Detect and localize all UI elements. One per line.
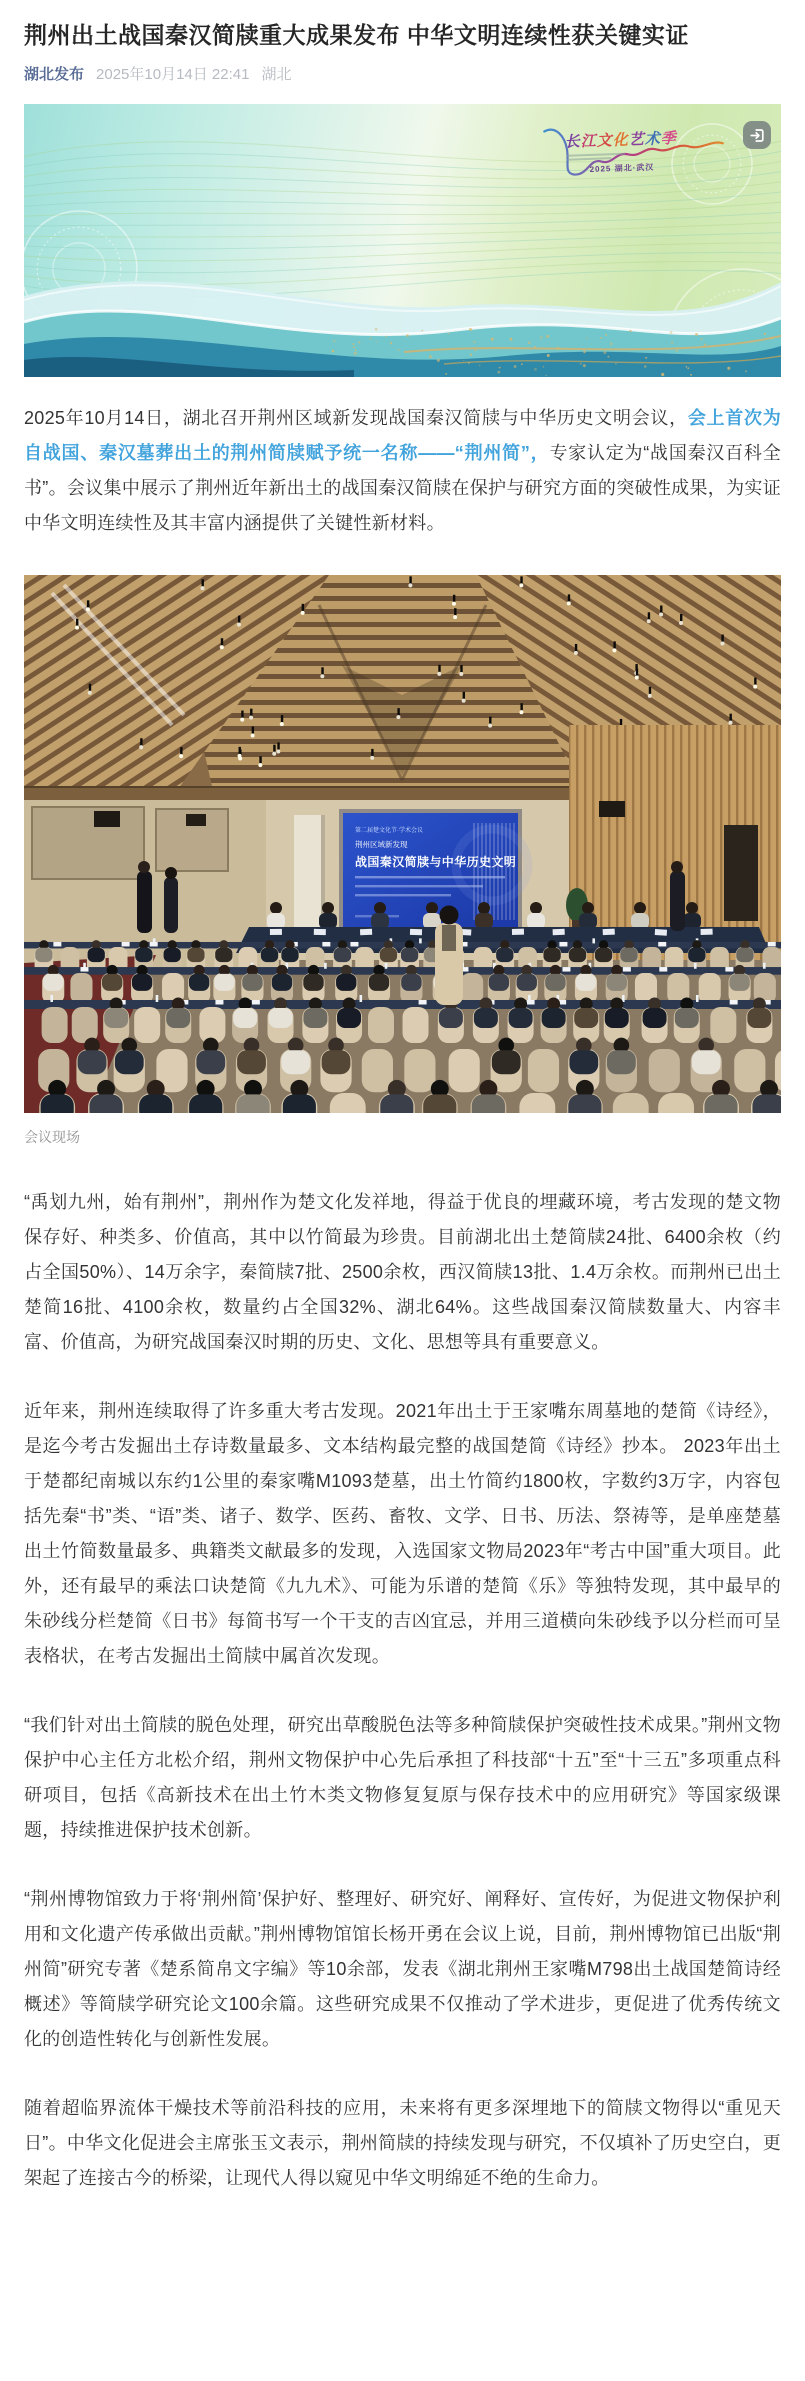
conference-photo: [24, 575, 781, 1113]
publish-date: 2025年10月14日 22:41: [96, 66, 250, 83]
source-link[interactable]: 湖北发布: [24, 66, 85, 83]
paragraph-text: 专家认定为“战国秦汉百科全书”。会议集中展示了荆州近年新出土的战国秦汉简牍在保护与研究方面的突破性成果，为实证中华文明连续性及其丰富内涵提供了关键性新材料。: [24, 443, 781, 533]
page-title: 荆州出土战国秦汉简牍重大成果发布 中华文明连续性获关键实证: [24, 22, 689, 48]
article-body: [24, 401, 781, 2196]
paragraph-text: 近年来，荆州连续取得了许多重大考古发现。2021年出土于王家嘴东周墓地的楚简《诗经》，是迄今考古发掘出土存诗数量最多、文本结构最完整的战国楚简《诗经》抄本。 2023年出土于楚都纪南城以东约1公里的秦家嘴M1093楚墓，出土竹简约1800枚，字数约3万字，内容包括先秦“书”类、“语”类、诸子、数学、医药、畜牧、文学、日书、历法、祭祷等，是单座楚墓出土竹简数量最多、典籍类文献最多的发现，入选国家文物局2023年“考古中国”重大项目。此外，还有最早的乘法口诀楚简《九九术》、可能为乐谱的楚简《乐》等独特发现，其中最早的朱砂线分栏楚简《日书》每简书写一个干支的吉凶宜忌，并用三道横向朱砂线予以分栏而可呈表格状，在考古发掘出土简牍中属首次发现。: [24, 1401, 781, 1666]
screen-title: 战国秦汉简牍与中华历史文明: [355, 855, 517, 869]
article-paragraph: [24, 1394, 781, 1674]
screen-subline: 第二届楚文化节·学术会议: [355, 828, 423, 834]
highlighted-text: 会上首次为自战国、秦汉墓葬出土的荆州简牍赋予统一名称——“荆州简”，: [24, 408, 781, 463]
paragraph-text: “禹划九州，始有荆州”，荆州作为楚文化发祥地，得益于优良的埋藏环境，考古发现的楚文物保存好、种类多、价值高，其中以竹简最为珍贵。目前湖北出土楚简牍24批、6400余枚（约占全国50%）、14万余字，秦简牍7批、2500余枚，西汉简牍13批、1.4万余枚。而荆州已出土楚简16批、4100余枚，数量约占全国32%、湖北64%。这些战国秦汉简牍数量大、内容丰富、价值高，为研究战国秦汉时期的历史、文化、思想等具有重要意义。: [24, 1192, 781, 1352]
article-paragraph: [24, 1882, 781, 2057]
article-paragraph: [24, 401, 781, 541]
audience-rows: [24, 938, 781, 1113]
publish-location: 湖北: [261, 66, 292, 83]
river-line-art: [536, 113, 728, 180]
paragraph-text: 2025年10月14日，湖北召开荆州区域新发现战国秦汉简牍与中华历史文明会议，: [24, 408, 688, 428]
paragraph-text: 随着超临界流体干燥技术等前沿科技的应用，未来将有更多深埋地下的简牍文物得以“重见天日”。中华文化促进会主席张玉文表示，荆州简牍的持续发现与研究，不仅填补了历史空白，更架起了连接古今的桥梁，让现代人得以窥见中华文明绵延不绝的生命力。: [24, 2098, 781, 2188]
photo-caption: 会议现场: [24, 1129, 80, 1145]
banner-image: [24, 104, 781, 377]
screen-line: 荆州区域新发现: [355, 840, 408, 849]
article-paragraph: [24, 2091, 781, 2196]
festival-logo-title: 长江文化艺术季: [564, 129, 678, 151]
paragraph-text: “我们针对出土简牍的脱色处理，研究出草酸脱色法等多种简牍保护突破性技术成果。”荆州文物保护中心主任方北松介绍，荆州文物保护中心先后承担了科技部“十五”至“十三五”多项重点科研项目，包括《高新技术在出土竹木类文物修复复原与保存技术中的应用研究》等国家级课题，持续推进保护技术创新。: [24, 1715, 781, 1840]
lead-paragraph-slot: [24, 401, 781, 541]
festival-logo: [564, 125, 725, 176]
body-paragraphs-slot: [24, 1185, 781, 2196]
paragraph-text: “荆州博物馆致力于将‘荆州简’保护好、整理好、研究好、阐释好、宣传好，为促进文物保护利用和文化遗产传承做出贡献。”荆州博物馆馆长杨开勇在会议上说，目前，荆州博物馆已出版“荆州简”研究专著《楚系简帛文字编》等10余部，发表《湖北荆州王家嘴M798出土战国楚简诗经概述》等简牍学研究论文100余篇。这些研究成果不仅推动了学术进步，更促进了优秀传统文化的创造性转化与创新性发展。: [24, 1889, 781, 2049]
festival-logo-subtitle: 2025 湖北·武汉: [589, 162, 655, 174]
enter-icon[interactable]: [743, 121, 771, 149]
panelists: [267, 902, 701, 929]
article-page: [0, 20, 805, 2256]
article-paragraph: [24, 1708, 781, 1848]
article-meta: [24, 63, 781, 84]
article-paragraph: [24, 1185, 781, 1360]
